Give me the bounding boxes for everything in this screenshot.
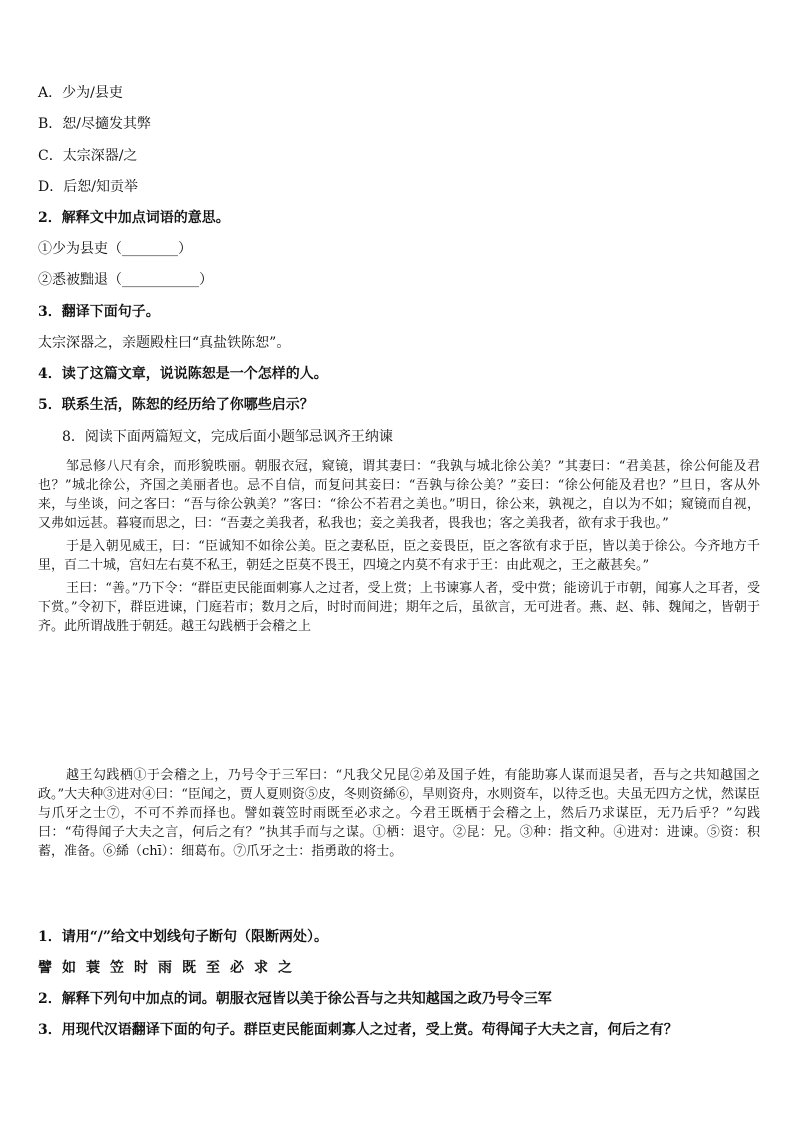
question-5: 5．联系生活，陈恕的经历给了你哪些启示？ [38, 397, 314, 413]
option-b: B．恕/尽擿发其弊 [38, 116, 152, 132]
question-8-intro: 8．阅读下面两篇短文，完成后面小题邹忌讽齐王纳谏 [62, 429, 393, 445]
sub-question-3: 3．用现代汉语翻译下面的句子。群臣吏民能面刺寡人之过者，受上赏。苟得闻子大夫之言，何后之有？ [38, 1022, 678, 1038]
passage-paragraph: 越王勾践栖①于会稽之上，乃号令于三军曰：“凡我父兄昆②弟及国子姓，有能助寡人谋而退吴者，吾与之共知越国之政。”大夫种③进对④曰：“臣闻之，贾人夏则资⑤皮，冬则资絺⑥，旱则资舟，水则资车，以待乏也。夫虽无四方之忧，然谋臣与爪牙之士⑦，不可不养而择也。譬如蓑笠时雨既至必求之。今君王既栖于会稽之上，然后乃求谋臣，无乃后乎？”勾践曰：“苟得闻子大夫之言，何后之有？”执其手而与之谋。①栖：退守。②昆：兄。③种：指文种。④进对：进谏。⑤资：积蓄，准备。⑥絺（chī）：细葛布。⑦爪牙之士：指勇敢的将士。 [38, 768, 760, 859]
question-2-item-2: ②悉被黜退（___________） [38, 272, 213, 288]
sub-question-2: 2．解释下列句中加点的词。朝服衣冠皆以美于徐公吾与之共知越国之政乃号令三军 [38, 991, 552, 1007]
option-d: D．后恕/知贡举 [38, 179, 138, 195]
passage-gou-jian [38, 766, 760, 865]
question-4: 4．读了这篇文章，说说陈恕是一个怎样的人。 [38, 366, 328, 382]
sub-question-1-sentence: 譬如蓑笠时雨既至必求之 [38, 960, 302, 976]
question-2-item-1: ①少为县吏（________） [38, 241, 192, 257]
sub-question-1: 1．请用“/”给文中划线句子断句（限断两处）。 [38, 929, 328, 945]
option-c: C．太宗深器/之 [38, 148, 138, 164]
question-2-label: 2．解释文中加点词语的意思。 [38, 210, 230, 226]
passage-zou-ji [38, 457, 760, 640]
passage-paragraph: 于是入朝见威王，曰：“臣诚知不如徐公美。臣之妻私臣，臣之妾畏臣，臣之客欲有求于臣，皆以美于徐公。今齐地方千里，百二十城，宫妇左右莫不私王，朝廷之臣莫不畏王，四境之内莫不有求于王：由此观之，王之蔽甚矣。” [38, 539, 760, 573]
question-3-label: 3．翻译下面句子。 [38, 304, 160, 320]
passage-paragraph: 王曰：“善。”乃下令：“群臣吏民能面刺寡人之过者，受上赏；上书谏寡人者，受中赏；能谤讥于市朝，闻寡人之耳者，受下赏。”令初下，群臣进谏，门庭若市；数月之后，时时而间进；期年之后，虽欲言，无可进者。燕、赵、韩、魏闻之，皆朝于齐。此所谓战胜于朝廷。越王勾践栖于会稽之上 [38, 581, 760, 634]
option-a: A．少为/县吏 [38, 85, 123, 101]
passage-paragraph: 邹忌修八尺有余，而形貌昳丽。朝服衣冠，窥镜，谓其妻曰：“我孰与城北徐公美？”其妻曰：“君美甚，徐公何能及君也？”城北徐公，齐国之美丽者也。忌不自信，而复问其妾曰：“吾孰与徐公美？”妾曰：“徐公何能及君也？”旦日，客从外来，与坐谈，问之客曰：“吾与徐公孰美？”客曰：“徐公不若君之美也。”明日，徐公来，孰视之，自以为不如；窥镜而自视，又弗如远甚。暮寝而思之，曰：“吾妻之美我者，私我也；妾之美我者，畏我也；客之美我者，欲有求于我也。” [38, 459, 760, 531]
question-3-sentence: 太宗深器之，亲题殿柱曰“真盐铁陈恕”。 [38, 335, 291, 351]
